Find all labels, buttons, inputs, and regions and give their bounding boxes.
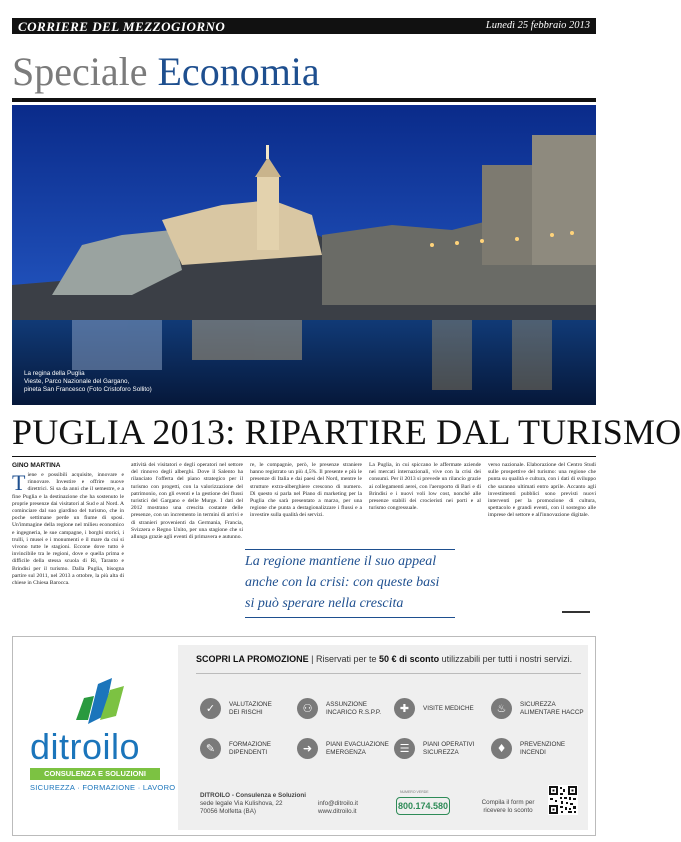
article-column-2	[131, 462, 243, 615]
photo-caption	[24, 370, 194, 394]
training-icon: ✎	[200, 738, 221, 759]
night-harbor-illustration	[12, 105, 596, 405]
logo-slogan: SICUREZZA · FORMAZIONE · LAVORO	[30, 783, 176, 792]
article-headline: PUGLIA 2013: RIPARTIRE DAL TURISMO	[12, 412, 681, 452]
service-label: PIANI EVACUAZIONE	[326, 741, 389, 748]
pullquote-line: La regione mantiene il suo appeal	[245, 554, 437, 569]
service-label: PIANI OPERATIVI	[423, 741, 475, 748]
ad-cta-line: Compila il form per	[481, 799, 535, 806]
pullquote-line: anche con la crisi: con queste basi	[245, 575, 440, 590]
service-valutazione-rischi	[200, 698, 295, 719]
article-column-5	[488, 462, 596, 607]
section-title-word2: Economia	[157, 49, 320, 94]
person-icon: ⚇	[297, 698, 318, 719]
safety-plan-icon: ☰	[394, 738, 415, 759]
column-text: iene e possibili acquisite, innovare e rinnovare. Investire e offrire nuove direttrici. Si sa da anni che il semestre, e a fine Puglia e la destinazione che ha sostenuto le proprie presenze dai visitatori al Sud e al Nord. A cominciare dal suo giardino del turismo, che in poche settimane perde un fiume di sposi. Un'immagine della regione nel milieu economico e ingegneria, le sue campagne, i borghi storici, i trulli, i musei e i monumenti e il mare da cui si vivono tutte le stagioni. Eccone dove tutto è invincibile tra le regioni, dove e quella prima e difficile della stessa scuola di Ri, Taranto e Brindisi per il turismo. Dalla Puglia, bisogna partire sul 2011, nel 2013 a ottobre, la più alta di chiese in Chiesa Barocca.	[12, 472, 124, 587]
ditroilo-logo-icon	[70, 676, 130, 726]
article-column-1	[12, 472, 124, 615]
pullquote	[245, 551, 455, 614]
ad-company-info	[200, 792, 310, 816]
service-prevenzione-incendi	[491, 738, 586, 759]
service-label: INCENDI	[520, 748, 546, 756]
green-number-badge[interactable]: 800.174.580	[396, 797, 450, 815]
ad-website-link[interactable]: www.ditroilo.it	[318, 808, 357, 815]
newspaper-name: CORRIERE DEL MEZZOGIORNO	[18, 19, 226, 34]
caption-line: Vieste, Parco Nazionale del Gargano,	[24, 378, 130, 385]
service-label: ALIMENTARE HACCP	[520, 708, 584, 716]
column-text: re, le compagnie, però, le presenze straniere hanno registrato un più 4,5%. Il presente e più le presenze di Italia e dai paesi del Nord, mentre le strutture extra-alberghiere crescono di numero. Di questo si parla nel Piano di marketing per la Puglia che sarà presentato a marzo, per una regione che punta a destagionalizzare i flussi e a investire sulla qualità dei servizi.	[250, 462, 362, 519]
qr-code-icon[interactable]	[548, 785, 578, 815]
service-label: VISITE MEDICHE	[423, 704, 474, 712]
masthead	[12, 18, 596, 34]
service-piani-evacuazione	[297, 738, 392, 759]
ad-cta-line: ricevere lo sconto	[483, 807, 533, 814]
ad-address-line: sede legale Via Kulishova, 22	[200, 800, 283, 807]
column-text: attività dei visitatori e degli operatori nel settore del rinnovo degli alberghi. Dove il Salento ha rilanciato l'offerta del piano strategico per il turismo con progetti, con la valorizzazione del patrimonio, con gli eventi e la gestione dei flussi turistici del Gargano e delle Murge. I dati del 2012 mostrano una crescita costante delle presenze, con un incremento in termini di arrivi e di stranieri provenienti da Germania, Francia, Svizzera e Regno Unito, per una stagione che si allunga grazie agli eventi di primavera e autunno.	[131, 462, 243, 541]
article-column-4	[369, 462, 481, 546]
service-label: VALUTAZIONE	[229, 701, 272, 708]
service-piani-operativi	[394, 738, 489, 759]
evacuation-icon: ➜	[297, 738, 318, 759]
service-label: DIPENDENTI	[229, 748, 268, 756]
fire-prevention-icon: ♦	[491, 738, 512, 759]
article-column-3	[250, 462, 362, 546]
service-label: FORMAZIONE	[229, 741, 271, 748]
headline-rule	[12, 456, 596, 457]
service-assunzione-rspp	[297, 698, 392, 719]
service-label: EMERGENZA	[326, 748, 366, 756]
shield-icon: ✓	[200, 698, 221, 719]
service-label: SICUREZZA	[520, 701, 556, 708]
ad-cta-text	[472, 799, 544, 815]
service-sicurezza-haccp	[491, 698, 586, 719]
service-label: SICUREZZA	[423, 748, 459, 756]
article-end-mark	[562, 611, 590, 613]
cover-photo	[12, 105, 596, 405]
byline: GINO MARTINA	[12, 462, 61, 469]
pullquote-line: si può sperare nella crescita	[245, 596, 404, 611]
ditroilo-logo-text: ditroilo	[30, 726, 141, 767]
ad-offer-amount: 50 € di sconto	[379, 654, 440, 664]
logo-subtitle-bar: CONSULENZA E SOLUZIONI	[30, 768, 160, 780]
medical-cross-icon: ✚	[394, 698, 415, 719]
drop-cap: T	[12, 470, 26, 495]
ad-company-name: DITROILO - Consulenza e Soluzioni	[200, 792, 306, 799]
ad-offer-text: Riservati per te	[316, 654, 380, 664]
section-title	[12, 50, 320, 94]
ad-offer-title	[196, 654, 572, 664]
ad-offer-strong: SCOPRI LA PROMOZIONE	[196, 654, 309, 664]
caption-line: pineta San Francesco (Foto Cristoforo Sollito)	[24, 386, 152, 393]
service-visite-mediche	[394, 698, 489, 719]
ad-offer-rule	[196, 673, 581, 674]
ad-offer-text-end: utilizzabili per tutti i nostri servizi.	[439, 654, 573, 664]
column-text: La Puglia, in cui spiccano le affermate aziende nei mercati internazionali, vive con la crisi dei consumi. Per il 2013 si prevede un rilancio grazie ai collegamenti aerei, con l'aeroporto di Bari e di Brindisi e i nuovi voli low cost, nonché alle presenze stabili dei crocieristi nei porti e al turismo congressuale.	[369, 462, 481, 512]
food-icon: ♨	[491, 698, 512, 719]
service-formazione-dipendenti	[200, 738, 295, 759]
ad-online-contacts	[318, 800, 388, 816]
service-label: PREVENZIONE	[520, 741, 566, 748]
ad-email-link[interactable]: info@ditroilo.it	[318, 800, 358, 807]
section-title-word1: Speciale	[12, 49, 148, 94]
issue-date: Lunedì 25 febbraio 2013	[485, 20, 590, 31]
pullquote-rule-top	[245, 549, 455, 550]
ad-offer-separator: |	[308, 654, 317, 664]
green-number-label: NUMERO VERDE	[400, 790, 429, 794]
ad-address-line: 70056 Molfetta (BA)	[200, 808, 257, 815]
service-label: ASSUNZIONE	[326, 701, 367, 708]
top-rule	[12, 98, 596, 102]
caption-line: La regina della Puglia	[24, 370, 85, 377]
service-label: DEI RISCHI	[229, 708, 263, 716]
service-label: INCARICO R.S.P.P.	[326, 708, 382, 716]
pullquote-rule-bottom	[245, 617, 455, 618]
column-text: verso nazionale. Elaborazione del Centro Studi sulle prospettive del turismo: una regione che punta su qualità e cultura, con i dati di sviluppo che saranno ultimati entro aprile. Accanto agli investimenti pubblici sono previsti nuovi interventi per la promozione di cultura, spettacolo e grandi eventi, con il sostegno alle imprese del settore e all'innovazione digitale.	[488, 462, 596, 519]
